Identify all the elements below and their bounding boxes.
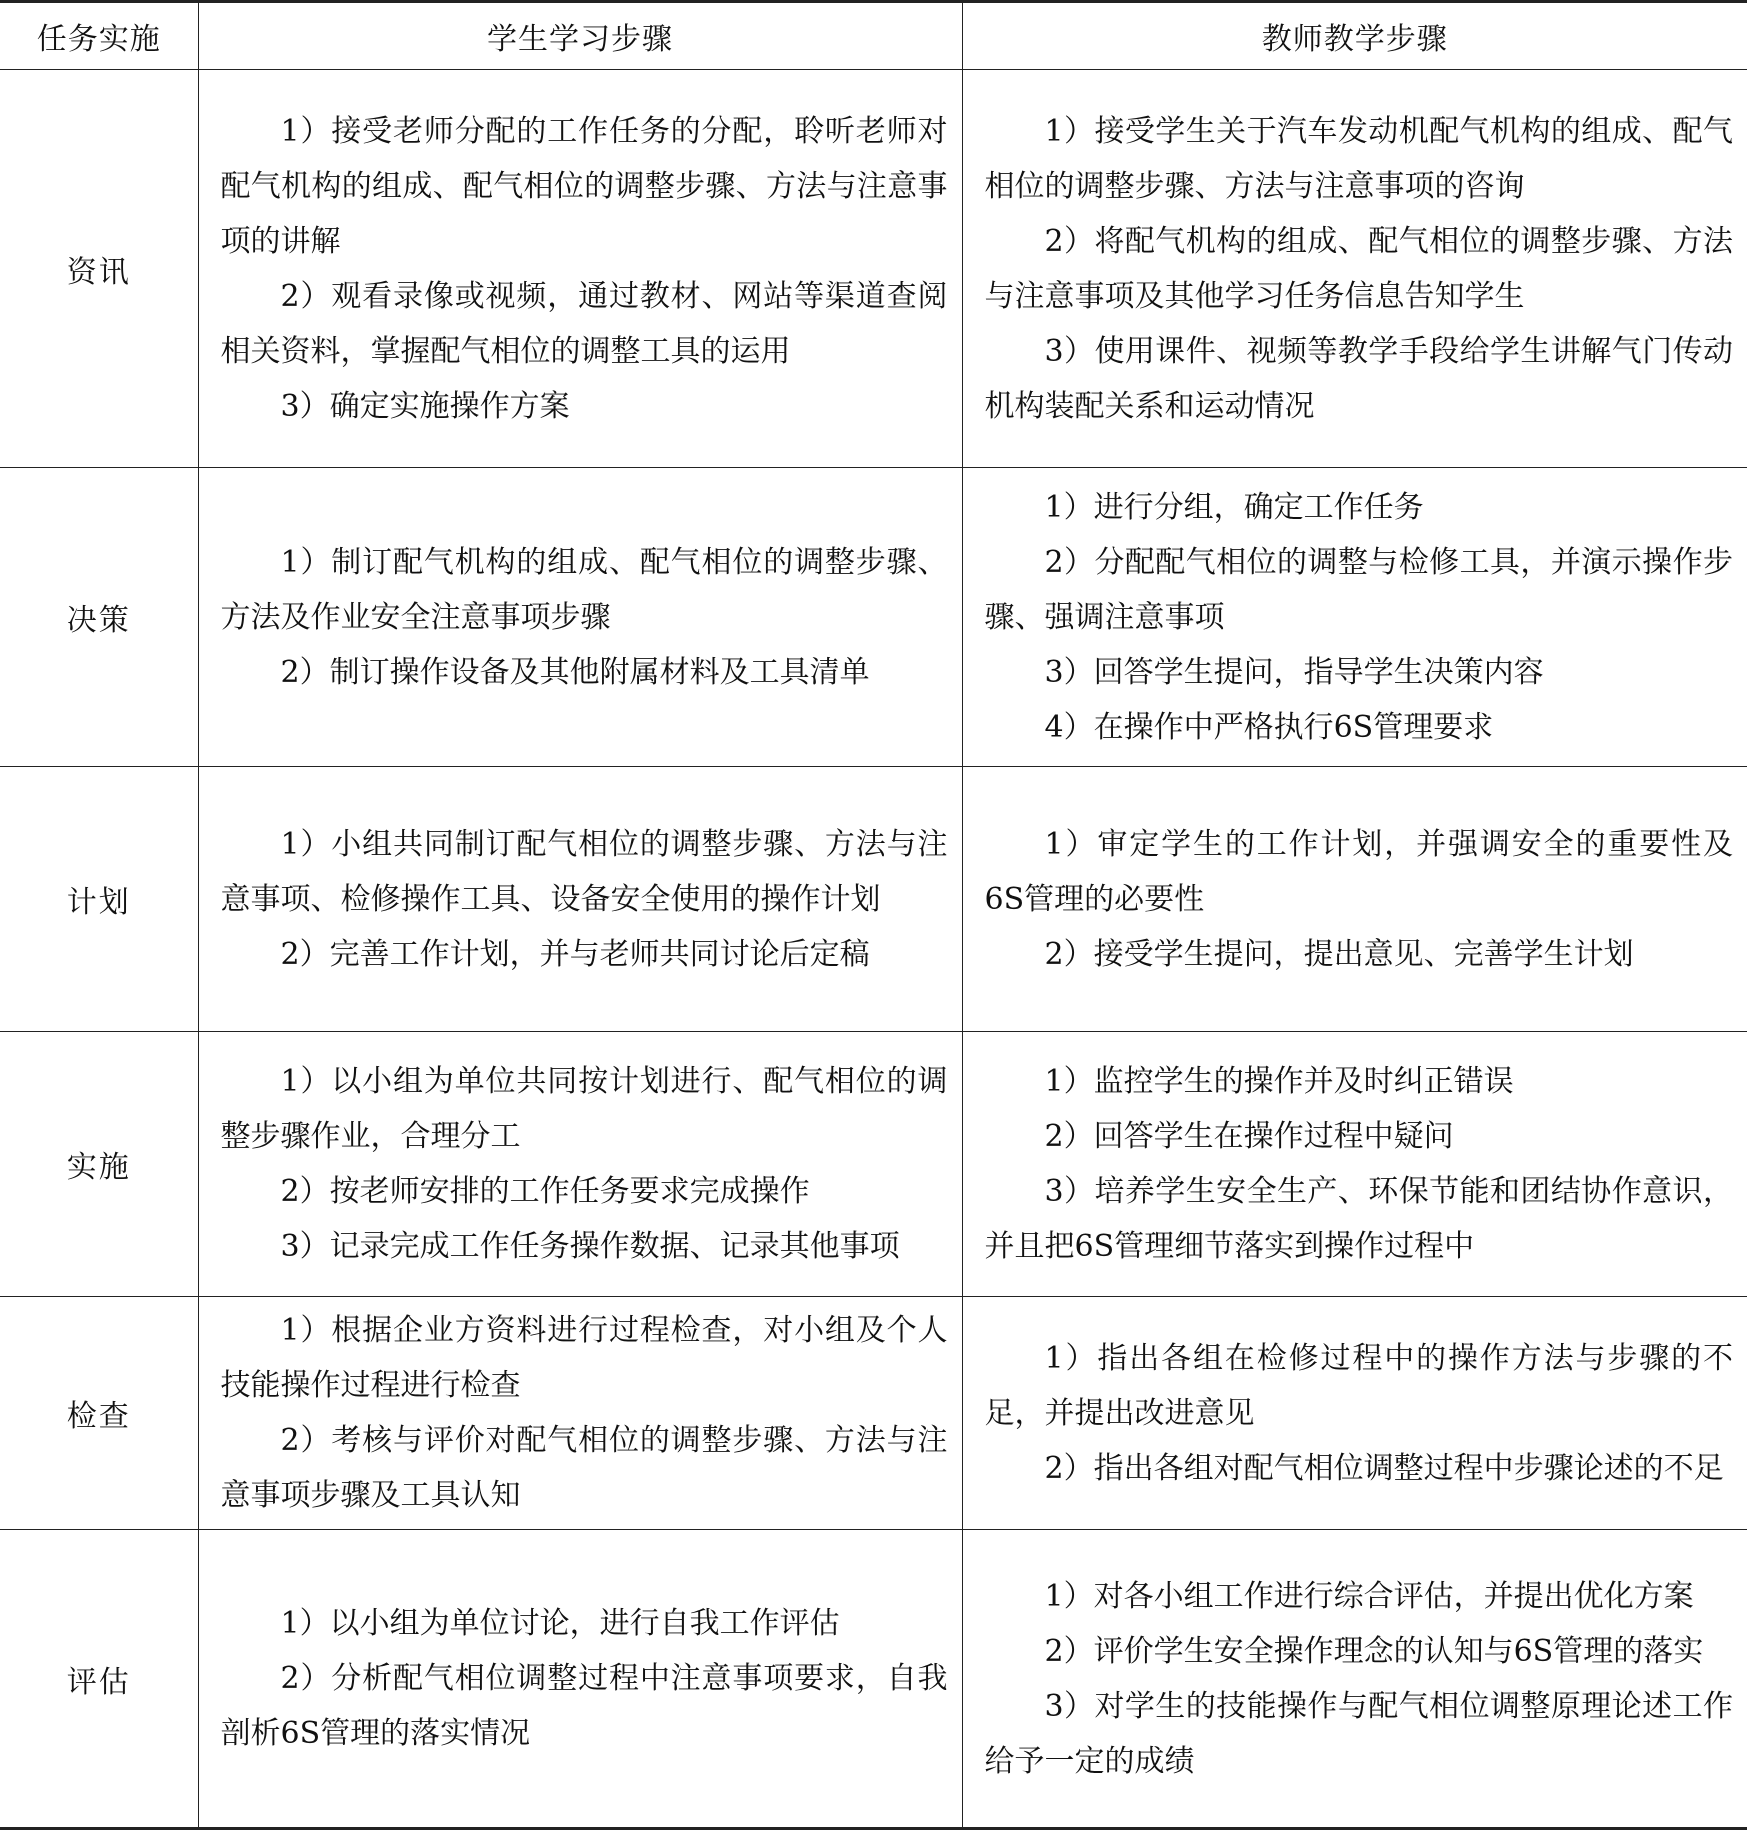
student-step: 1）根据企业方资料进行过程检查，对小组及个人技能操作过程进行检查: [220, 1313, 948, 1403]
student-step: 1）小组共同制订配气相位的调整步骤、方法与注意事项、检修操作工具、设备安全使用的操作计划: [220, 826, 948, 917]
teacher-step: 1）指出各组在检修过程中的操作方法与步骤的不足，并提出改进意见: [984, 1340, 1733, 1431]
student-step: 1）以小组为单位共同按计划进行、配气相位的调整步骤作业，合理分工: [220, 1064, 948, 1154]
student-step: 2）考核与评价对配气相位的调整步骤、方法与注意事项步骤及工具认知: [220, 1423, 948, 1513]
student-step: 2）完善工作计划，并与老师共同讨论后定稿: [280, 936, 870, 972]
student-steps-cell: [198, 468, 962, 767]
student-step: 2）按老师安排的工作任务要求完成操作: [280, 1174, 810, 1209]
student-steps-cell: [198, 1032, 962, 1297]
teacher-step: 2）评价学生安全操作理念的认知与6S管理的落实: [1044, 1633, 1704, 1669]
student-step: 3）确定实施操作方案: [280, 388, 570, 424]
stage-cell: 实施: [0, 1032, 198, 1297]
table-row: [0, 1032, 1747, 1297]
table-row: [0, 70, 1747, 468]
student-steps-cell: [198, 1297, 962, 1530]
stage-cell: 资讯: [0, 70, 198, 468]
stage-cell: 计划: [0, 767, 198, 1032]
student-step: 3）记录完成工作任务操作数据、记录其他事项: [280, 1229, 900, 1264]
student-step: 2）观看录像或视频，通过教材、网站等渠道查阅相关资料，掌握配气相位的调整工具的运用: [220, 278, 948, 369]
header-stage: 任务实施: [0, 2, 198, 70]
teacher-step: 2）接受学生提问，提出意见、完善学生计划: [1044, 936, 1634, 972]
table-row: [0, 1530, 1747, 1829]
stage-cell: 检查: [0, 1297, 198, 1530]
header-teacher-steps: 教师教学步骤: [962, 2, 1747, 70]
teacher-step: 3）对学生的技能操作与配气相位调整原理论述工作给予一定的成绩: [984, 1688, 1733, 1779]
teacher-steps-cell: [962, 1297, 1747, 1530]
table-row: [0, 1297, 1747, 1530]
table-row: [0, 468, 1747, 767]
teacher-step: 1）审定学生的工作计划，并强调安全的重要性及6S管理的必要性: [984, 826, 1733, 917]
stage-cell: 评估: [0, 1530, 198, 1829]
header-row: [0, 2, 1747, 70]
teacher-step: 1）接受学生关于汽车发动机配气机构的组成、配气相位的调整步骤、方法与注意事项的咨询: [984, 113, 1733, 204]
student-step: 2）分析配气相位调整过程中注意事项要求，自我剖析6S管理的落实情况: [220, 1661, 948, 1751]
student-steps-cell: [198, 70, 962, 468]
student-steps-cell: [198, 1530, 962, 1829]
teacher-steps-cell: [962, 1032, 1747, 1297]
student-steps-cell: [198, 767, 962, 1032]
table-row: [0, 767, 1747, 1032]
teacher-step: 2）将配气机构的组成、配气相位的调整步骤、方法与注意事项及其他学习任务信息告知学生: [984, 223, 1733, 314]
teacher-step: 2）指出各组对配气相位调整过程中步骤论述的不足: [1044, 1450, 1724, 1486]
teacher-step: 3）培养学生安全生产、环保节能和团结协作意识，并且把6S管理细节落实到操作过程中: [984, 1174, 1733, 1264]
student-step: 1）以小组为单位讨论，进行自我工作评估: [280, 1606, 840, 1641]
teacher-step: 3）使用课件、视频等教学手段给学生讲解气门传动机构装配关系和运动情况: [984, 333, 1733, 424]
header-student-steps: 学生学习步骤: [198, 2, 962, 70]
teacher-steps-cell: [962, 1530, 1747, 1829]
teacher-steps-cell: [962, 468, 1747, 767]
stage-cell: 决策: [0, 468, 198, 767]
teacher-steps-cell: [962, 70, 1747, 468]
student-step: 2）制订操作设备及其他附属材料及工具清单: [280, 654, 870, 690]
teacher-step: 2）回答学生在操作过程中疑问: [1044, 1119, 1454, 1154]
teacher-step: 3）回答学生提问，指导学生决策内容: [1044, 654, 1544, 690]
teacher-step: 1）监控学生的操作并及时纠正错误: [1044, 1064, 1514, 1099]
teacher-step: 4）在操作中严格执行6S管理要求: [1044, 709, 1494, 745]
teacher-steps-cell: [962, 767, 1747, 1032]
student-step: 1）制订配气机构的组成、配气相位的调整步骤、方法及作业安全注意事项步骤: [220, 544, 948, 635]
teacher-step: 2）分配配气相位的调整与检修工具，并演示操作步骤、强调注意事项: [984, 544, 1733, 635]
student-step: 1）接受老师分配的工作任务的分配，聆听老师对配气机构的组成、配气相位的调整步骤、方法与注意事项的讲解: [220, 113, 948, 259]
teacher-step: 1）进行分组，确定工作任务: [1044, 489, 1424, 525]
teacher-step: 1）对各小组工作进行综合评估，并提出优化方案: [1044, 1578, 1694, 1614]
